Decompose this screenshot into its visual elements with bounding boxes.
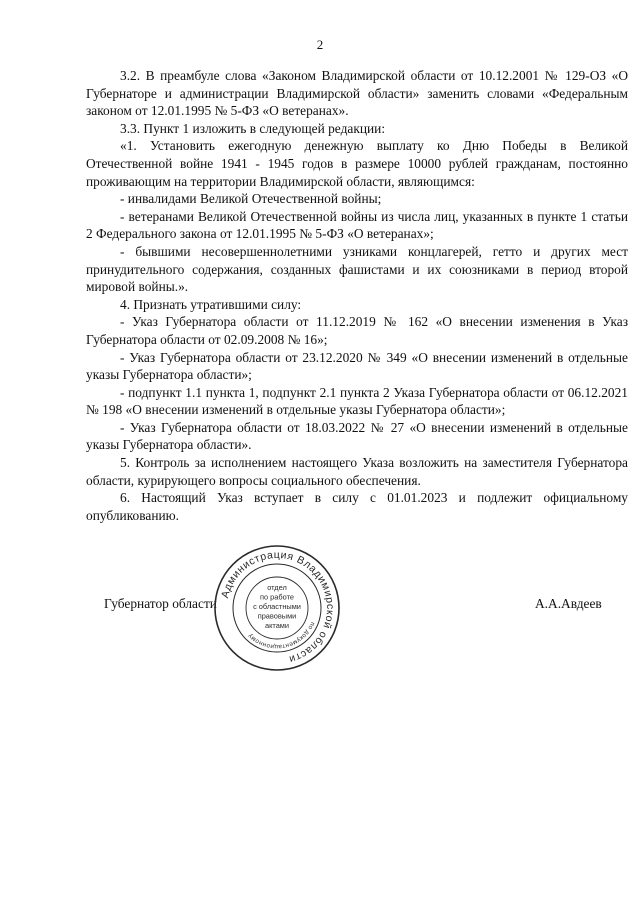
- list-item-invalids: - инвалидами Великой Отечественной войны;: [120, 191, 382, 207]
- svg-text:Администрация Владимирской обл: Администрация Владимирской области: [219, 548, 337, 666]
- repeal-item-3: - подпункт 1.1 пункта 1, подпункт 2.1 пункта 2 Указа Губернатора области от 06.12.2021 № 198 «О внесении изменений в отдельные указы Губернатора области»;: [86, 384, 628, 418]
- paragraph-3-3: 3.3. Пункт 1 изложить в следующей редакции:: [120, 120, 386, 136]
- list-item-veterans: - ветеранами Великой Отечественной войны из числа лиц, указанных в пункте 1 статьи 2 Федерального закона от 12.01.1995 № 5-ФЗ «О ветеранах»;: [86, 208, 628, 242]
- decree-body: [86, 67, 628, 524]
- paragraph-5: 5. Контроль за исполнением настоящего Указа возложить на заместителя Губернатора области, курирующего вопросы социального обеспечения.: [86, 455, 628, 488]
- page-number: 2: [316, 37, 324, 52]
- list-item-prisoners: - бывшими несовершеннолетними узниками концлагерей, гетто и других мест принудительного содержания, созданных фашистами и их союзниками в период второй мировой войны.».: [86, 243, 628, 295]
- signatory-position: Губернатор области: [104, 596, 217, 611]
- official-seal-stamp: [212, 543, 342, 673]
- repeal-item-4: - Указ Губернатора области от 18.03.2022 № 27 «О внесении изменений в отдельные указы Губернатора области».: [86, 419, 628, 453]
- seal-center-line-5: актами: [264, 621, 290, 630]
- paragraph-6: 6. Настоящий Указ вступает в силу с 01.01.2023 и подлежит официальному опубликованию.: [86, 490, 628, 523]
- paragraph-3-2: 3.2. В преамбуле слова «Законом Владимирской области от 10.12.2001 № 129-ОЗ «О Губернаторе и администрации Владимирской области» заменить словами «Федеральным законом от 12.01.1995 № 5-ФЗ «О ветеранах».: [86, 68, 628, 119]
- seal-center-line-2: по работе: [260, 592, 294, 602]
- seal-center-line-4: правовыми: [257, 611, 297, 621]
- svg-text:по документационному: по документационному: [246, 620, 317, 651]
- signatory-name: А.А.Авдеев: [535, 596, 602, 611]
- seal-center-line-3: с областными: [253, 602, 301, 611]
- paragraph-point-1: «1. Установить ежегодную денежную выплату ко Дню Победы в Великой Отечественной войне 1941 - 1945 годов в размере 10000 рублей гражданам, постоянно проживающим на территории Владимирской области, являющимся:: [86, 138, 628, 189]
- paragraph-4: 4. Признать утратившими силу:: [120, 296, 302, 312]
- seal-graphic: [212, 543, 342, 673]
- repeal-item-1: - Указ Губернатора области от 11.12.2019 № 162 «О внесении изменения в Указ Губернатора области от 02.09.2008 № 16»;: [86, 314, 628, 347]
- seal-center-line-1: отдел: [267, 583, 287, 592]
- repeal-item-2: - Указ Губернатора области от 23.12.2020 № 349 «О внесении изменений в отдельные указы Губернатора области»;: [86, 349, 628, 383]
